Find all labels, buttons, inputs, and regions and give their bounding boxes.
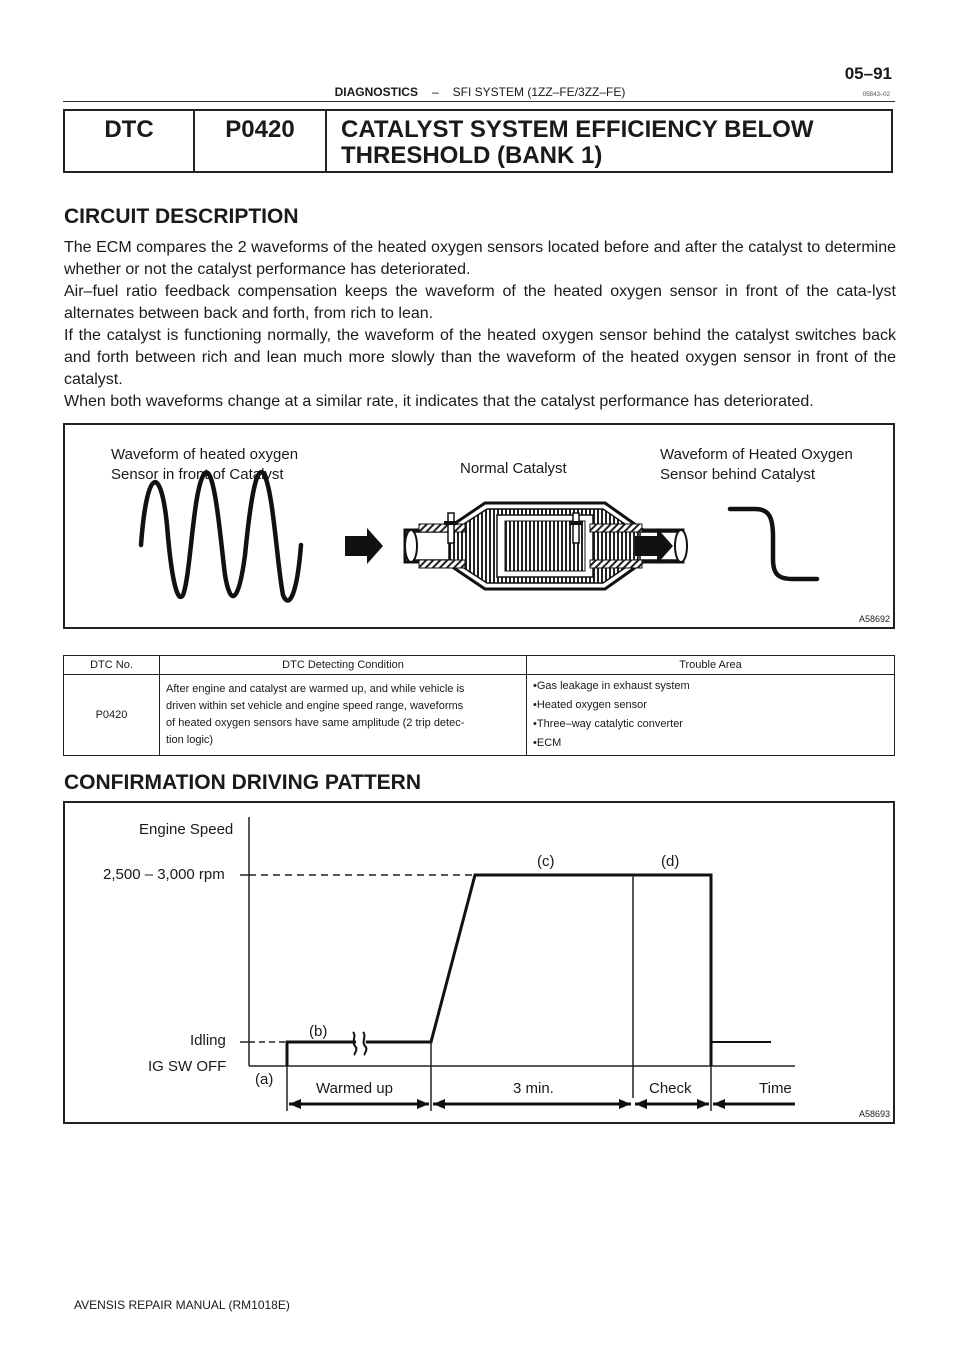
condition-line: After engine and catalyst are warmed up, and while vehicle is <box>166 683 465 695</box>
dtc-code-cell <box>195 111 327 171</box>
span-3-min: 3 min. <box>513 1080 554 1097</box>
dtc-number-cell: P0420 <box>64 675 160 756</box>
paragraph: The ECM compares the 2 waveforms of the heated oxygen sensors located before and after the catalyst to determine whether or not the catalyst performance has deteriorated. <box>64 239 896 278</box>
arrow-icon <box>345 528 383 564</box>
dtc-table <box>63 655 895 756</box>
circuit-description-heading: CIRCUIT DESCRIPTION <box>64 205 299 228</box>
label-a: (a) <box>255 1071 274 1088</box>
x-axis-title: Time <box>759 1080 792 1097</box>
label-d: (d) <box>661 853 680 870</box>
column-header: Trouble Area <box>527 656 895 675</box>
caption-line: Sensor in front of Catalyst <box>111 466 284 483</box>
dtc-title-cell <box>327 111 891 171</box>
driving-pattern-figure <box>63 801 895 1124</box>
figure-id: A58693 <box>858 1109 890 1119</box>
paragraph: When both waveforms change at a similar rate, it indicates that the catalyst performance has deteriorated. <box>64 393 814 410</box>
y-axis-title: Engine Speed <box>139 821 234 838</box>
column-header: DTC No. <box>64 656 160 675</box>
y-tick-off: IG SW OFF <box>148 1058 227 1075</box>
table-header-row <box>64 656 895 675</box>
span-warmed-up: Warmed up <box>316 1080 393 1097</box>
table-row <box>64 675 895 756</box>
dtc-label-cell <box>65 111 195 171</box>
dtc-title-line1: CATALYST SYSTEM EFFICIENCY BELOW <box>341 116 814 143</box>
y-tick-idle: Idling <box>190 1032 226 1049</box>
page-number: 05–91 <box>844 64 892 83</box>
trouble-area-list <box>533 677 888 753</box>
behind-sensor-waveform <box>730 509 817 579</box>
trouble-area-cell <box>527 675 895 756</box>
circuit-description-body <box>64 237 896 413</box>
front-sensor-waveform <box>141 472 301 600</box>
paragraph: Air–fuel ratio feedback compensation keeps the waveform of the heated oxygen sensor in front of the cata-lyst alternates between back and forth, from rich to lean. <box>64 283 896 322</box>
label-c: (c) <box>537 853 555 870</box>
footer: AVENSIS REPAIR MANUAL (RM1018E) <box>74 1298 290 1312</box>
engine-speed-profile <box>287 875 711 1066</box>
header-subsection: SFI SYSTEM (1ZZ–FE/3ZZ–FE) <box>452 85 626 99</box>
list-item: • Gas leakage in exhaust system <box>533 677 888 696</box>
document-code: 05B43–02 <box>862 92 890 98</box>
column-header: DTC Detecting Condition <box>160 656 527 675</box>
list-item: • Heated oxygen sensor <box>533 696 888 715</box>
running-header <box>0 85 960 99</box>
detecting-condition-cell <box>160 675 527 756</box>
header-separator: – <box>431 85 439 99</box>
catalyst-waveform-figure <box>63 423 895 629</box>
driving-pattern-heading: CONFIRMATION DRIVING PATTERN <box>64 771 421 794</box>
header-rule <box>63 101 895 102</box>
condition-line: of heated oxygen sensors have same amplitude (2 trip detec- <box>166 717 465 729</box>
dtc-label: DTC <box>104 116 154 143</box>
y-tick-high: 2,500 – 3,000 rpm <box>103 866 225 883</box>
label-b: (b) <box>309 1023 328 1040</box>
figure-id: A58692 <box>858 614 890 624</box>
paragraph: If the catalyst is functioning normally, the waveform of the heated oxygen sensor behind the catalyst switches back and forth between rich and lean much more slowly than the waveform of the heated oxygen sensor in front of the catalyst. <box>64 327 896 388</box>
dtc-code: P0420 <box>225 116 295 143</box>
dtc-title-box <box>63 109 893 173</box>
header-section: DIAGNOSTICS <box>334 85 418 99</box>
caption-line: Sensor behind Catalyst <box>660 466 816 483</box>
condition-line: tion logic) <box>166 734 214 746</box>
caption-line: Waveform of heated oxygen <box>111 446 299 463</box>
list-item: • Three–way catalytic converter <box>533 715 888 734</box>
span-check: Check <box>649 1080 692 1097</box>
caption-line: Waveform of Heated Oxygen <box>660 446 853 463</box>
dtc-title-line2: THRESHOLD (BANK 1) <box>341 142 603 169</box>
catalyst-waveform-drawing <box>65 425 893 627</box>
condition-line: driven within set vehicle and engine speed range, waveforms <box>166 700 464 712</box>
normal-catalyst-caption: Normal Catalyst <box>460 460 567 477</box>
list-item: • ECM <box>533 734 888 753</box>
